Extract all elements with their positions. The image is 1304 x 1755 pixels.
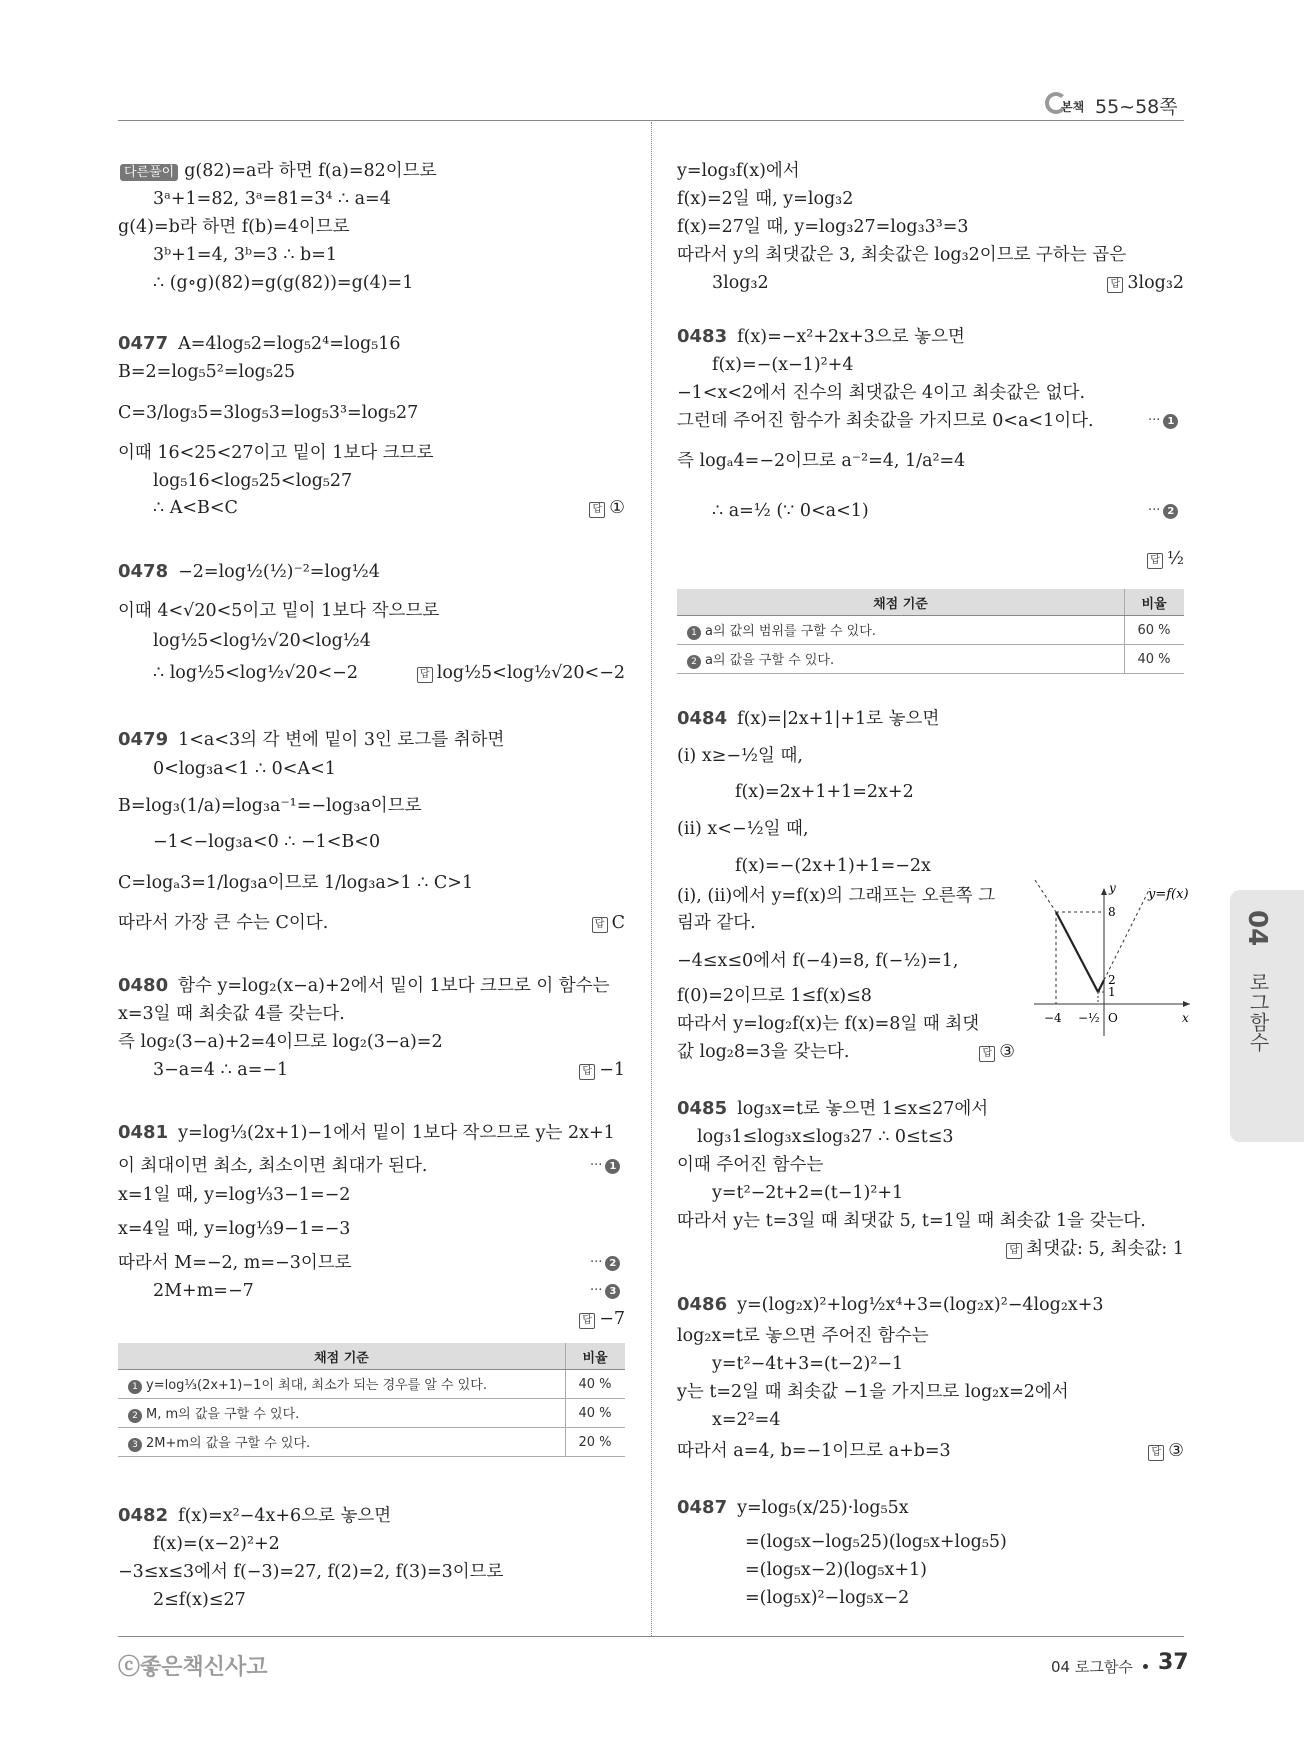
problem-number: 0484	[677, 708, 728, 729]
text-line: f(x)=2일 때, y=log₃2	[677, 189, 854, 209]
text-line: 2M+m=−7	[153, 1281, 254, 1301]
answer: 답 ½	[1100, 548, 1184, 570]
graph-segment-left	[1056, 912, 1098, 992]
text-line: (ⅰ) x≥−½일 때,	[677, 746, 803, 766]
step-icon: 3	[128, 1438, 142, 1452]
text-line: −2=log½(½)⁻²=log½4	[178, 562, 380, 582]
text-line: 즉 logₐ4=−2이므로 a⁻²=4, 1/a²=4	[677, 451, 966, 471]
answer-icon: 답	[1006, 1243, 1022, 1259]
grade-criteria: 2M+m의 값을 구할 수 있다.	[146, 1436, 311, 1451]
text-line: −4≤x≤0에서 f(−4)=8, f(−½)=1,	[677, 951, 959, 971]
grade-header-ratio: 비율	[566, 1343, 626, 1370]
footer-publisher: ⓒ좋은책신사고	[118, 1655, 268, 1680]
answer-icon: 답	[979, 1046, 995, 1062]
step-marker: ··· 2	[590, 1255, 620, 1271]
graph-extension-left	[1035, 880, 1056, 912]
text-line: 함수 y=log₂(x−a)+2에서 밑이 1보다 크므로 이 함수는	[178, 976, 610, 996]
answer-icon: 답	[579, 1313, 595, 1329]
grade-ratio: 60 %	[1125, 616, 1185, 645]
graph-tick-1: 1	[1108, 985, 1116, 999]
answer: 답 최댓값: 5, 최솟값: 1	[980, 1238, 1184, 1260]
grade-criteria: a의 값을 구할 수 있다.	[705, 653, 835, 668]
text-line: log₃x=t로 놓으면 1≤x≤27에서	[737, 1099, 989, 1119]
y-axis-arrow-icon	[1101, 888, 1107, 895]
text-line: ∴ (g∘g)(82)=g(g(82))=g(4)=1	[153, 273, 414, 293]
problem-number: 0481	[118, 1122, 169, 1143]
text-line: f(x)=−(x−1)²+4	[712, 355, 854, 375]
text-line: −1<x<2에서 진수의 최댓값은 4이고 최솟값은 없다.	[677, 383, 1086, 403]
text-line: log½5<log½√20<log½4	[153, 631, 371, 651]
text-line: x=4일 때, y=log⅓9−1=−3	[118, 1219, 351, 1239]
table-row	[118, 1370, 625, 1399]
text-line: 3log₃2	[712, 273, 769, 293]
header-book-label: 본책	[1061, 100, 1085, 114]
graph-y-label: y	[1109, 881, 1116, 895]
answer: 답 ③	[1120, 1440, 1184, 1462]
answer: 답 C	[560, 912, 625, 934]
text-line: 3−a=4 ∴ a=−1	[153, 1060, 289, 1080]
text-line: log₂x=t로 놓으면 주어진 함수는	[677, 1326, 929, 1346]
problem-number: 0485	[677, 1098, 728, 1119]
text-line: C=3/log₃5=3log₅3=log₅3³=log₅27	[118, 403, 419, 423]
table-row	[677, 645, 1184, 674]
text-line: log₃1≤log₃x≤log₃27 ∴ 0≤t≤3	[697, 1127, 954, 1147]
text-line: 이때 주어진 함수는	[677, 1155, 824, 1175]
text-line: 림과 같다.	[677, 913, 756, 933]
grade-criteria: M, m의 값을 구할 수 있다.	[146, 1407, 300, 1422]
grade-criteria: a의 값의 범위를 구할 수 있다.	[705, 624, 876, 639]
answer: 답 −1	[560, 1059, 625, 1081]
chapter-side-tab	[1230, 890, 1304, 1142]
graph-origin-label: O	[1108, 1011, 1118, 1025]
text-line: 1<a<3의 각 변에 밑이 3인 로그를 취하면	[178, 730, 505, 750]
text-line: 값 log₂8=3을 갖는다.	[677, 1042, 850, 1062]
page-number: 37	[1158, 1650, 1189, 1675]
text-line: f(x)=−x²+2x+3으로 놓으면	[737, 327, 965, 347]
text-line: C=logₐ3=1/log₃a이므로 1/log₃a>1 ∴ C>1	[118, 873, 474, 893]
grading-table-0483	[677, 589, 1184, 674]
text-line: 따라서 y=log₂f(x)는 f(x)=8일 때 최댓	[677, 1014, 980, 1034]
text-line: y=(log₂x)²+log½x⁴+3=(log₂x)²−4log₂x+3	[737, 1295, 1104, 1315]
text-line: y는 t=2일 때 최솟값 −1을 가지므로 log₂x=2에서	[677, 1382, 1069, 1402]
text-line: 2≤f(x)≤27	[153, 1590, 246, 1610]
side-tab-number: 04	[1242, 910, 1272, 947]
footer-bullet	[1143, 1664, 1148, 1669]
text-line: x=1일 때, y=log⅓3−1=−2	[118, 1185, 351, 1205]
table-row	[118, 1428, 625, 1457]
answer-icon: 답	[417, 667, 433, 683]
header-pages: 55~58쪽	[1095, 96, 1178, 118]
text-line: 이때 4<√20<5이고 밑이 1보다 작으므로	[118, 601, 440, 621]
text-line: (ⅰ), (ⅱ)에서 y=f(x)의 그래프는 오른쪽 그	[677, 886, 995, 906]
step-icon: 1	[128, 1380, 142, 1394]
answer-icon: 답	[592, 917, 608, 933]
step-marker: ··· 2	[1148, 503, 1178, 519]
text-line: y=log₃f(x)에서	[677, 161, 800, 181]
grade-ratio: 40 %	[566, 1370, 626, 1399]
text-line: ∴ A<B<C	[153, 498, 238, 518]
graph-extension-right	[1104, 888, 1150, 980]
text-line: x=3일 때 최솟값 4를 갖는다.	[118, 1004, 345, 1024]
answer: 답 ③	[960, 1041, 1015, 1063]
text-line: 그런데 주어진 함수가 최솟값을 가지므로 0<a<1이다.	[677, 411, 1094, 431]
text-line: ∴ a=½ (∵ 0<a<1)	[712, 501, 869, 521]
header	[1045, 92, 1185, 120]
text-line: 따라서 y는 t=3일 때 최댓값 5, t=1일 때 최솟값 1을 갖는다.	[677, 1211, 1146, 1231]
text-line: f(x)=2x+1+1=2x+2	[735, 782, 914, 802]
answer-icon: 답	[1107, 277, 1123, 293]
text-line: =(log₅x−2)(log₅x+1)	[745, 1560, 928, 1580]
problem-number: 0482	[118, 1505, 169, 1526]
step-icon: 2	[128, 1409, 142, 1423]
alt-solution-tag: 다른풀이	[120, 164, 178, 181]
text-line: 따라서 a=4, b=−1이므로 a+b=3	[677, 1441, 951, 1461]
graph-x-label: x	[1182, 1011, 1189, 1025]
answer-icon: 답	[1148, 1445, 1164, 1461]
text-line: ∴ log½5<log½√20<−2	[153, 663, 358, 683]
text-line: y=t²−2t+2=(t−1)²+1	[712, 1183, 904, 1203]
graph-func-label: y=f(x)	[1148, 887, 1189, 902]
problem-number: 0479	[118, 729, 169, 750]
step-icon: 2	[687, 655, 701, 669]
text-line: =(log₅x−log₅25)(log₅x+log₅5)	[745, 1532, 1007, 1552]
table-row	[677, 616, 1184, 645]
text-line: f(0)=2이므로 1≤f(x)≤8	[677, 986, 872, 1006]
side-tab-title: 로그함수	[1246, 972, 1270, 1052]
problem-number: 0478	[118, 561, 169, 582]
answer: 답 ①	[560, 497, 625, 519]
text-line: −1<−log₃a<0 ∴ −1<B<0	[153, 832, 381, 852]
graph-tick-8: 8	[1108, 905, 1116, 919]
text-line: y=t²−4t+3=(t−2)²−1	[712, 1354, 904, 1374]
text-line: 3ᵃ+1=82, 3ᵃ=81=3⁴ ∴ a=4	[153, 189, 391, 209]
grade-criteria: y=log⅓(2x+1)−1이 최대, 최소가 되는 경우를 알 수 있다.	[146, 1378, 487, 1393]
grade-ratio: 40 %	[566, 1399, 626, 1428]
text-line: 즉 log₂(3−a)+2=4이므로 log₂(3−a)=2	[118, 1032, 443, 1052]
text-line: f(x)=x²−4x+6으로 놓으면	[178, 1506, 392, 1526]
graph-tick-minus4: −4	[1044, 1011, 1062, 1025]
text-line: 3ᵇ+1=4, 3ᵇ=3 ∴ b=1	[153, 245, 338, 265]
step-marker: ··· 1	[590, 1158, 620, 1174]
x-axis-arrow-icon	[1183, 1001, 1190, 1007]
text-line: f(x)=27일 때, y=log₃27=log₃3³=3	[677, 217, 969, 237]
text-line: B=2=log₅5²=log₅25	[118, 362, 296, 382]
text-line: g(82)=a라 하면 f(a)=82이므로	[184, 161, 437, 181]
text-line: y=log⅓(2x+1)−1에서 밑이 1보다 작으므로 y는 2x+1	[178, 1123, 615, 1143]
answer-icon: 답	[1147, 553, 1163, 569]
text-line: f(x)=|2x+1|+1로 놓으면	[737, 709, 940, 729]
text-line: f(x)=(x−2)²+2	[153, 1534, 280, 1554]
grade-header-criteria: 채점 기준	[677, 589, 1125, 616]
answer: 답 −7	[560, 1308, 625, 1330]
text-line: 이때 16<25<27이고 밑이 1보다 크므로	[118, 443, 434, 463]
text-line: 따라서 y의 최댓값은 3, 최솟값은 log₃2이므로 구하는 곱은	[677, 245, 1127, 265]
text-line: 따라서 M=−2, m=−3이므로	[118, 1253, 352, 1273]
function-graph	[1030, 880, 1195, 1040]
text-line: 따라서 가장 큰 수는 C이다.	[118, 913, 329, 933]
graph-tick-minus-half: −½	[1078, 1011, 1100, 1025]
text-line: −3≤x≤3에서 f(−3)=27, f(2)=2, f(3)=3이므로	[118, 1562, 504, 1582]
step-marker: ··· 1	[1148, 413, 1178, 429]
table-row	[118, 1399, 625, 1428]
text-line: B=log₃(1/a)=log₃a⁻¹=−log₃a이므로	[118, 796, 422, 816]
step-icon: 1	[687, 626, 701, 640]
answer-icon: 답	[579, 1064, 595, 1080]
graph-segment-right	[1098, 980, 1104, 992]
text-line: 이 최대이면 최소, 최소이면 최대가 된다.	[118, 1156, 428, 1176]
footer-chapter: 04 로그함수	[1051, 1658, 1133, 1676]
problem-number: 0486	[677, 1294, 728, 1315]
grade-header-ratio: 비율	[1125, 589, 1185, 616]
text-line: (ⅱ) x<−½일 때,	[677, 819, 809, 839]
text-line: x=2²=4	[712, 1410, 781, 1430]
text-line: f(x)=−(2x+1)+1=−2x	[735, 856, 931, 876]
text-line: log₅16<log₅25<log₅27	[153, 471, 353, 491]
column-divider	[651, 122, 652, 1636]
problem-number: 0477	[118, 333, 169, 354]
grade-header-criteria: 채점 기준	[118, 1343, 566, 1370]
footer-rule	[118, 1636, 1184, 1637]
answer: 답 3log₃2	[1080, 272, 1184, 294]
grade-ratio: 20 %	[566, 1428, 626, 1457]
answer: 답 log½5<log½√20<−2	[410, 662, 625, 684]
grade-ratio: 40 %	[1125, 645, 1185, 674]
problem-number: 0487	[677, 1497, 728, 1518]
problem-number: 0483	[677, 326, 728, 347]
text-line: 0<log₃a<1 ∴ 0<A<1	[153, 759, 336, 779]
text-line: g(4)=b라 하면 f(b)=4이므로	[118, 217, 350, 237]
grading-table-0481	[118, 1343, 625, 1457]
graph-tick-2: 2	[1108, 973, 1116, 987]
text-line: A=4log₅2=log₅2⁴=log₅16	[178, 334, 401, 354]
answer-icon: 답	[589, 502, 605, 518]
header-rule	[118, 120, 1184, 121]
problem-number: 0480	[118, 975, 169, 996]
text-line: y=log₅(x/25)·log₅5x	[737, 1498, 909, 1518]
text-line: =(log₅x)²−log₅x−2	[745, 1588, 910, 1608]
step-marker: ··· 3	[590, 1283, 620, 1299]
